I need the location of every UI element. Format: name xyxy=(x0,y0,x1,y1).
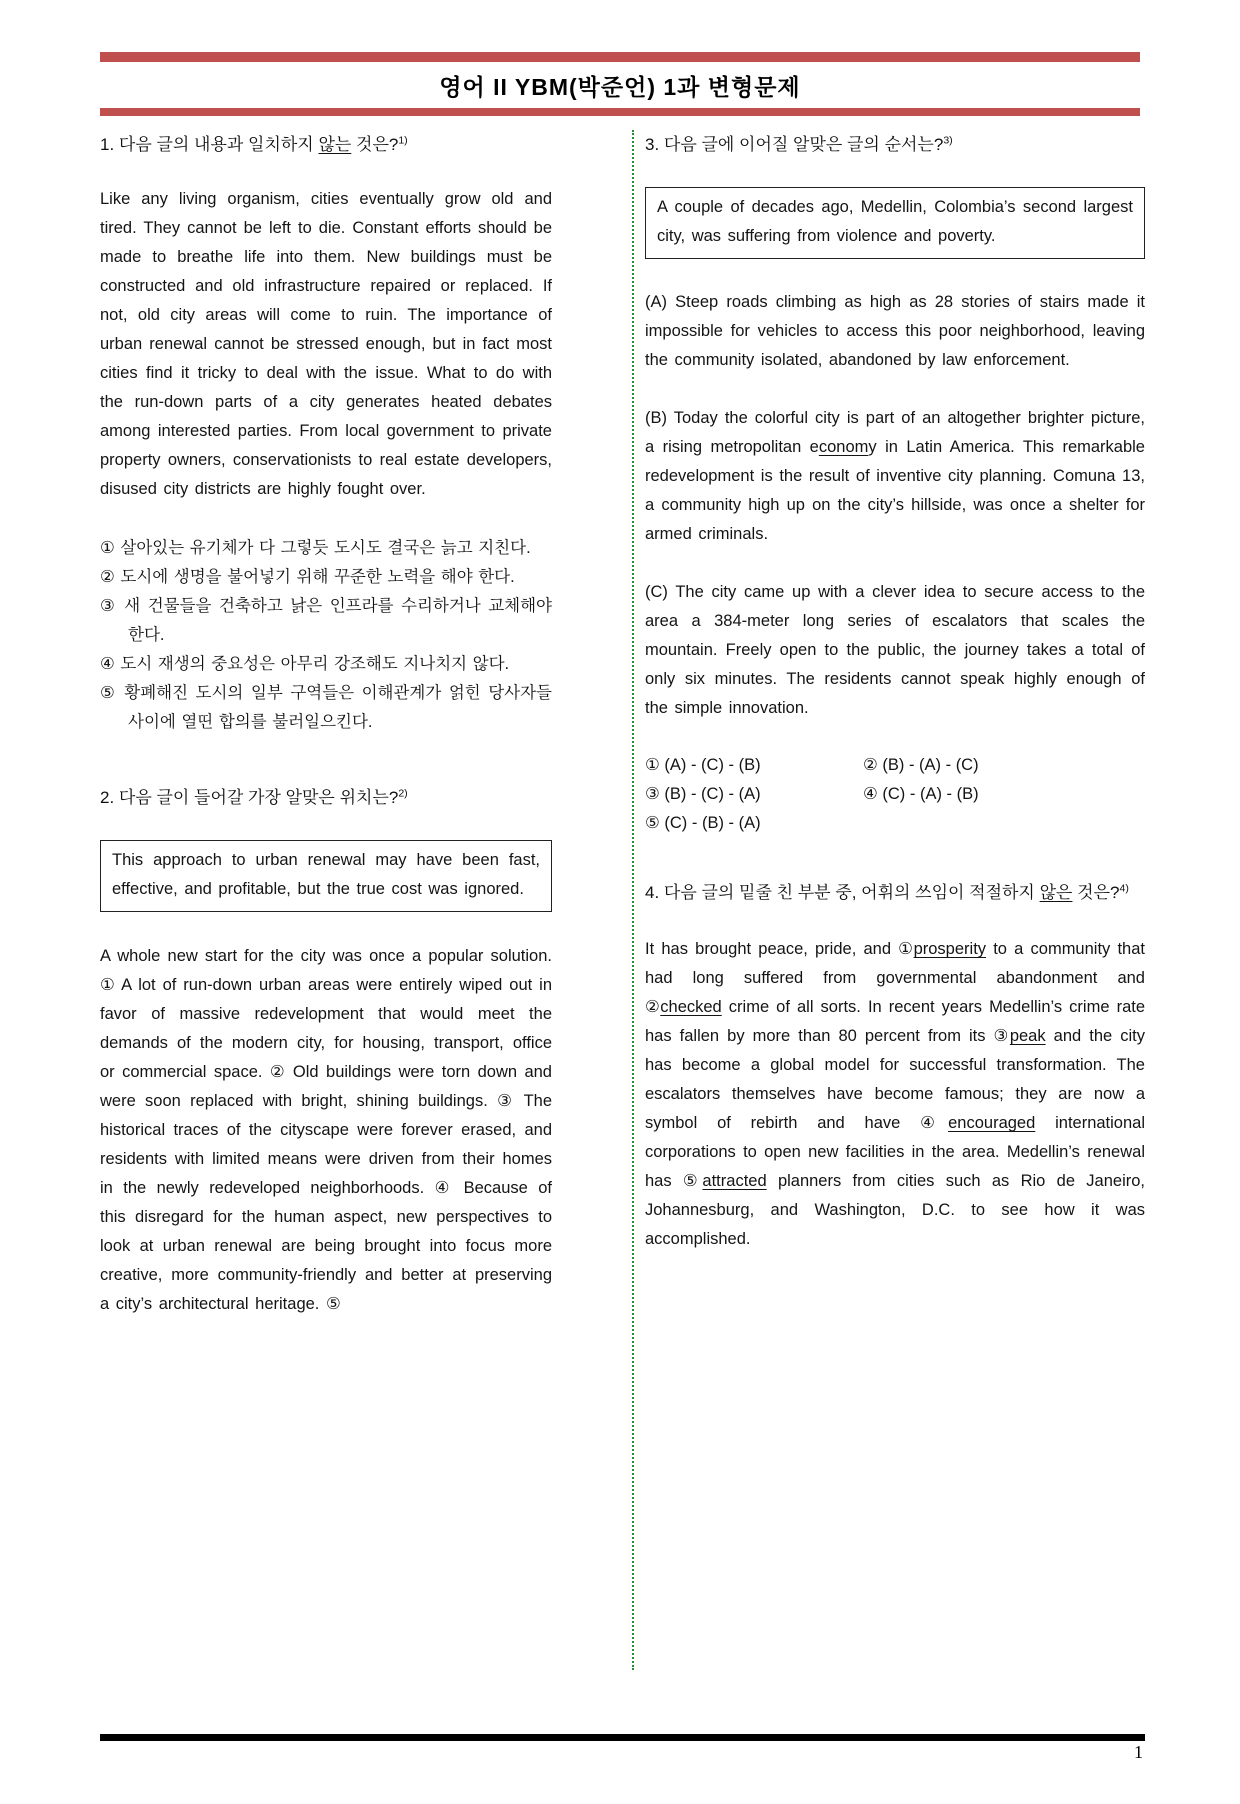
two-column-body xyxy=(100,130,1145,1670)
q3-paragraph-a: (A) Steep roads climbing as high as 28 stories of stairs made it impossible for vehicles to access this poor neighborhood, leaving the community isolated, abandoned by law enforcement. xyxy=(645,293,1145,369)
q4-header: 4. 다음 글의 밑줄 친 부분 중, 어휘의 쓰임이 적절하지 않은 것은?$^{4)}$ xyxy=(645,882,1129,902)
q1-choice-3: ③ 새 건물들을 건축하고 낡은 인프라를 수리하거나 교체해야 한다. xyxy=(100,597,552,644)
q1-choices xyxy=(100,534,552,737)
q3-header: 3. 다음 글에 이어질 알맞은 글의 순서는?$^{3)}$ xyxy=(645,134,953,154)
q3-choice-3: ③ (B) - (C) - (A) xyxy=(645,785,761,803)
q4-passage: It has brought peace, pride, and ①prosperity to a community that had long suffered from governmental abandonment and ②checked crime of all sorts. In recent years Medellin’s crime rate has fallen by more than 80 percent from its ③peak and the city has become a global model for successful transformation. The escalators themselves have become famous; they are now a symbol of rebirth and have ④encouraged international corporations to open new facilities in the area. Medellin’s renewal has ⑤attracted planners from cities such as Rio de Janeiro, Johannesburg, and Washington, D.C. to see how it was accomplished. xyxy=(645,940,1146,1248)
q3-choice-5: ⑤ (C) - (B) - (A) xyxy=(645,814,761,832)
header-top-rule xyxy=(100,52,1140,62)
page-footer xyxy=(100,1734,1145,1763)
q3-choice-4: ④ (C) - (A) - (B) xyxy=(863,785,979,803)
page-header xyxy=(100,52,1140,116)
q1-choice-4: ④ 도시 재생의 중요성은 아무리 강조해도 지나치지 않다. xyxy=(100,655,510,673)
page-number: 1 xyxy=(1134,1742,1143,1762)
q3-choice-1: ① (A) - (C) - (B) xyxy=(645,756,761,774)
q2-insert-box: This approach to urban renewal may have been fast, effective, and profitable, but the true cost was ignored. xyxy=(100,840,552,912)
q2-section xyxy=(100,783,552,1319)
q2-header: 2. 다음 글이 들어갈 가장 알맞은 위치는?$^{2)}$ xyxy=(100,787,408,807)
page-title: 영어 II YBM(박준언) 1과 변형문제 xyxy=(439,74,801,100)
column-left xyxy=(100,130,552,1670)
column-divider xyxy=(632,130,634,1670)
q1-header: 1. 다음 글의 내용과 일치하지 않는 것은?$^{1)}$ xyxy=(100,134,408,154)
q3-paragraph-b: (B) Today the colorful city is part of an altogether brighter picture, a rising metropolitan economy in Latin America. This remarkable redevelopment is the result of inventive city planning. Comuna 13, a community high up on the city’s hillside, was once a shelter for armed criminals. xyxy=(645,409,1145,543)
q3-intro-box: A couple of decades ago, Medellin, Colombia’s second largest city, was suffering from violence and poverty. xyxy=(645,187,1145,259)
q1-choice-5: ⑤ 황폐해진 도시의 일부 구역들은 이해관계가 얽힌 당사자들 사이에 열띤 합의를 불러일으킨다. xyxy=(100,684,552,731)
q1-passage: Like any living organism, cities eventually grow old and tired. They cannot be left to die. Constant efforts should be made to breathe life into them. New buildings must be constructed and old infrastructure repaired or replaced. If not, old city areas will come to ruin. The importance of urban renewal cannot be stressed enough, but in fact most cities find it tricky to deal with the issue. What to do with the run-down parts of a city generates heated debates among interested parties. From local government to private property owners, conservationists to real estate developers, disused city districts are highly fought over. xyxy=(100,190,552,498)
header-bottom-rule xyxy=(100,108,1140,116)
q4-section xyxy=(645,878,1145,1254)
footer-rule xyxy=(100,1734,1145,1741)
q3-paragraph-c: (C) The city came up with a clever idea to secure access to the area a 384-meter long series of escalators that scales the mountain. Freely open to the public, the journey takes a total of only six minutes. The residents cannot speak highly enough of the simple innovation. xyxy=(645,583,1145,717)
q3-choices xyxy=(645,751,1145,838)
q3-choice-2: ② (B) - (A) - (C) xyxy=(863,756,979,774)
q1-choice-2: ② 도시에 생명을 불어넣기 위해 꾸준한 노력을 해야 한다. xyxy=(100,568,515,586)
q1-choice-1: ① 살아있는 유기체가 다 그렇듯 도시도 결국은 늙고 지친다. xyxy=(100,539,531,557)
q2-passage: A whole new start for the city was once a popular solution. ① A lot of run-down urban areas were entirely wiped out in favor of massive redevelopment that would meet the demands of the modern city, for housing, transport, office or commercial space. ② Old buildings were torn down and were soon replaced with bright, shining buildings. ③ The historical traces of the cityscape were forever erased, and residents with limited means were driven from their homes in the newly redeveloped neighborhoods. ④ Because of this disregard for the human aspect, new perspectives to look at urban renewal are being brought into focus more creative, more community-friendly and better at preserving a city’s architectural heritage. ⑤ xyxy=(100,947,552,1313)
column-right xyxy=(645,130,1145,1670)
